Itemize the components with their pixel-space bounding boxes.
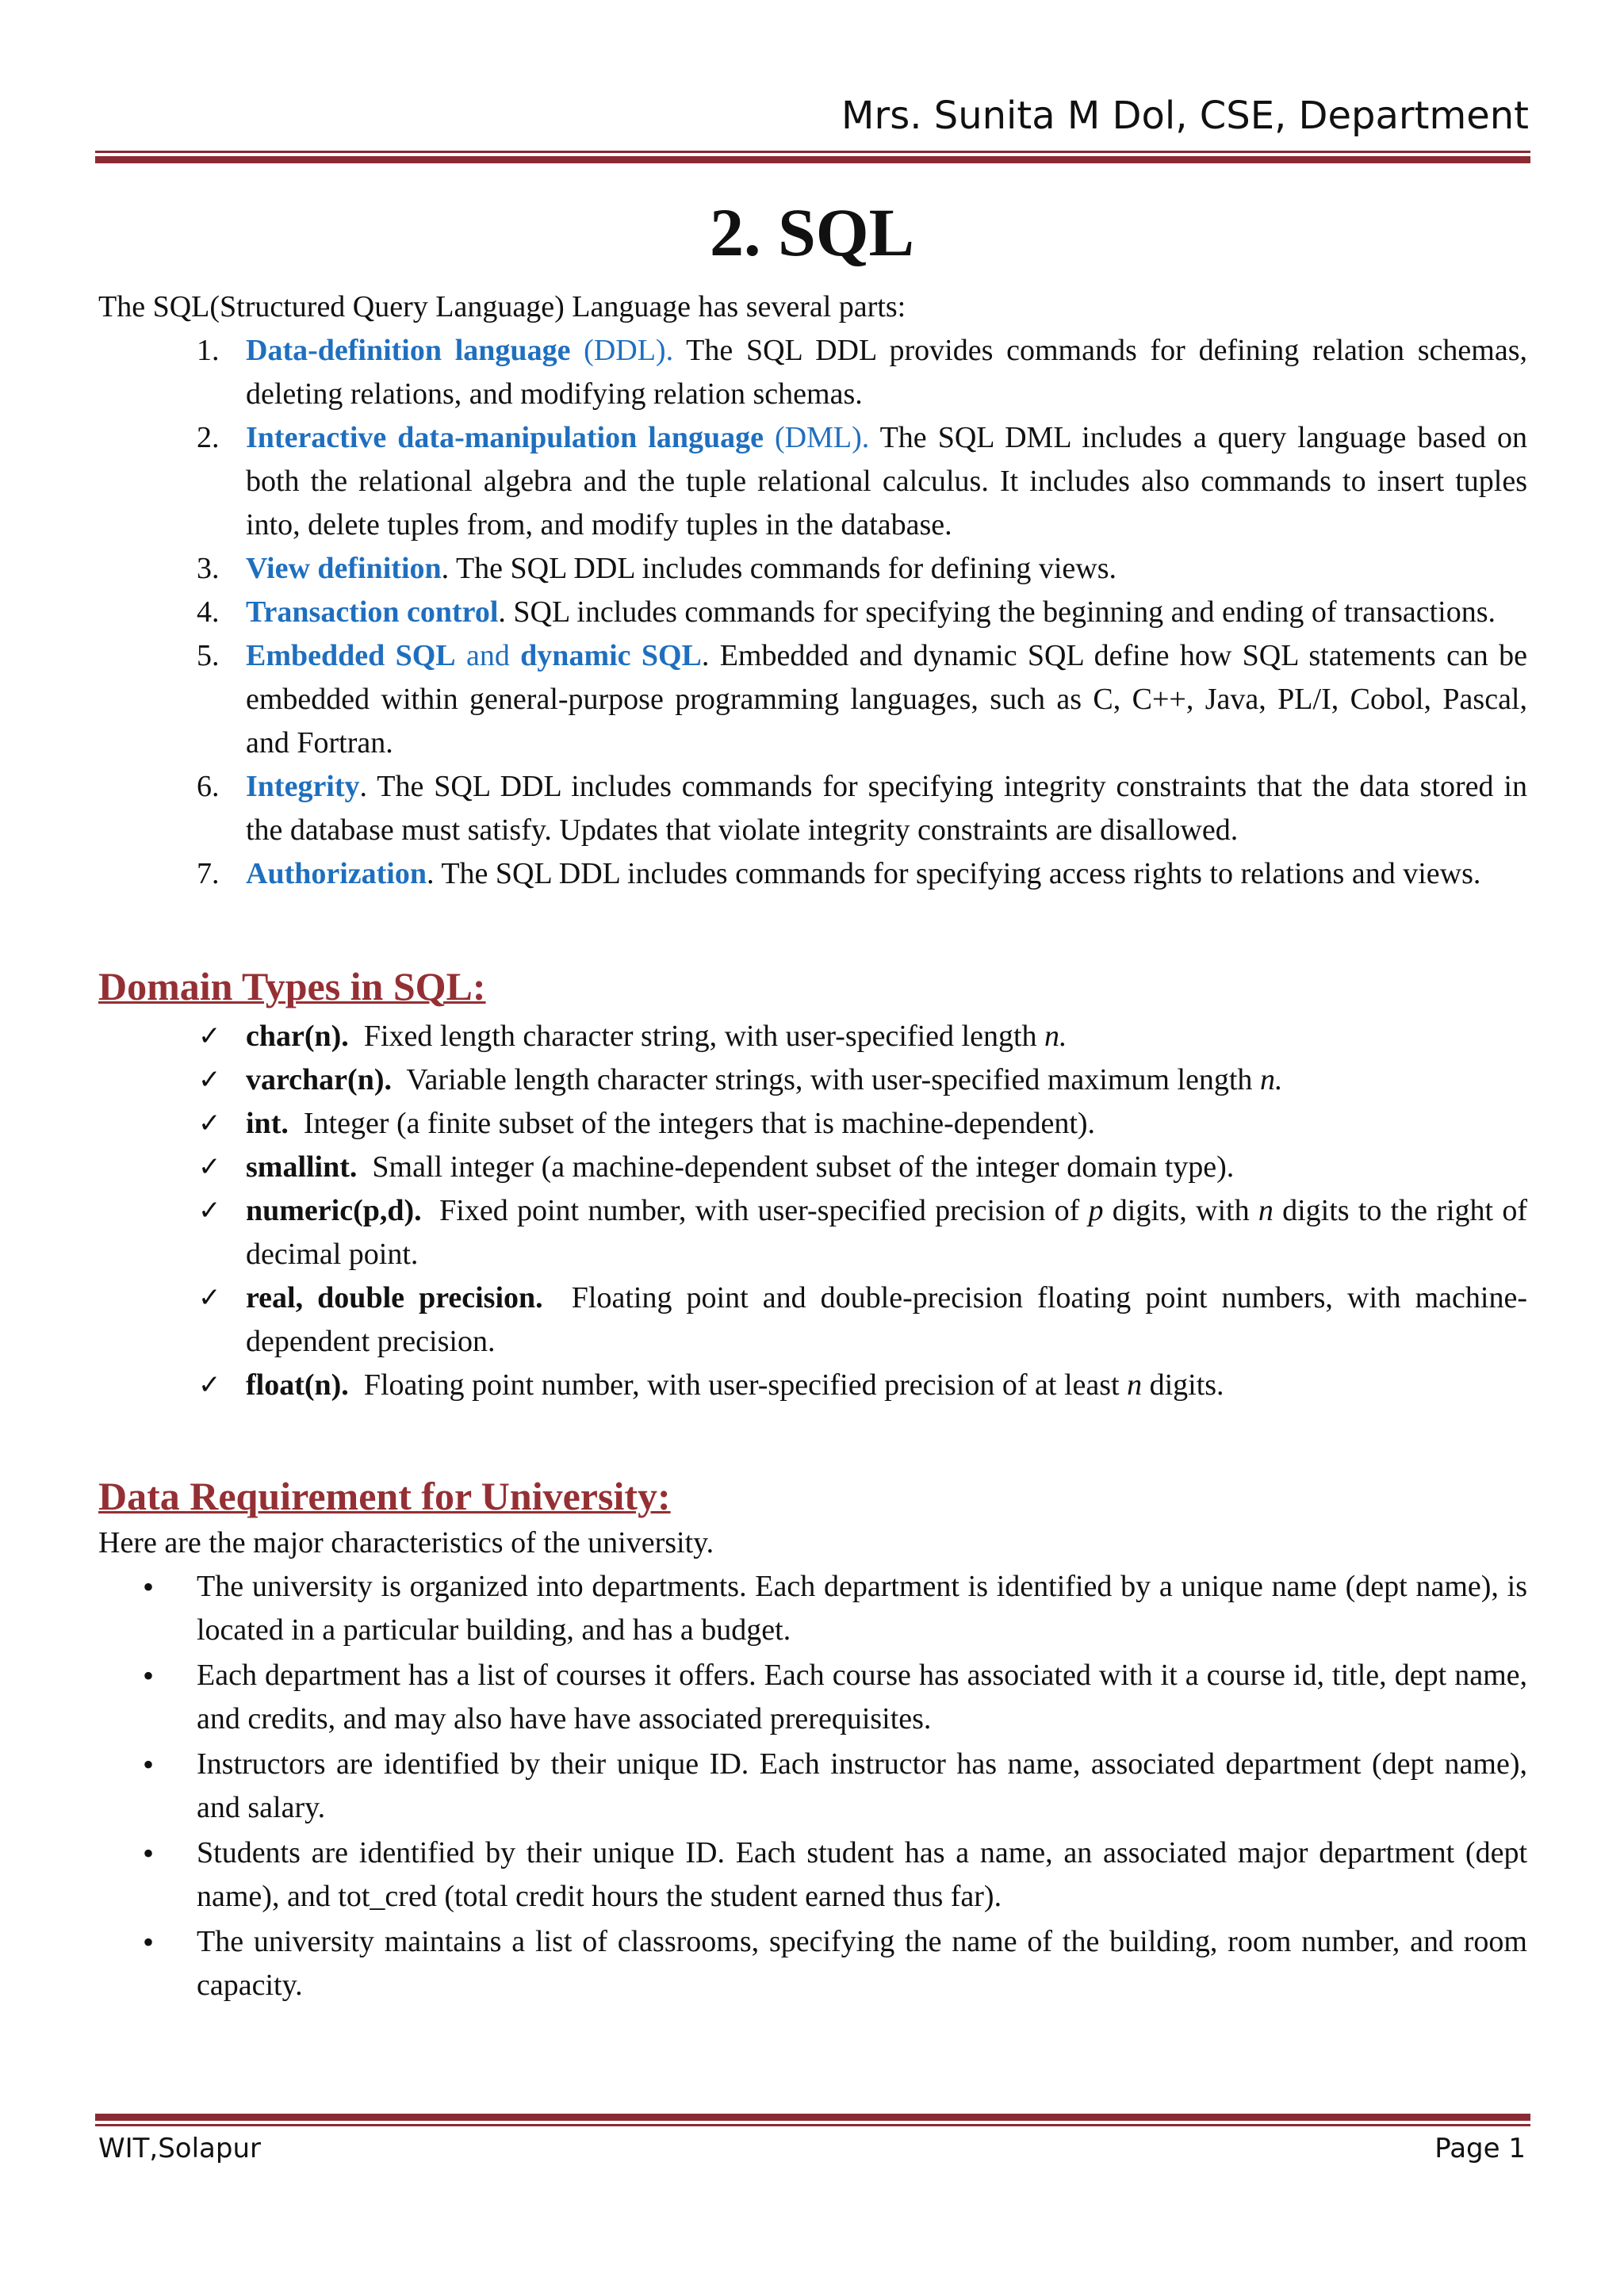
italic-var: n: [1258, 1194, 1274, 1227]
list-number: 4.: [197, 595, 220, 629]
term: float(n).: [246, 1368, 349, 1402]
list-item: [98, 1364, 1527, 1407]
keyword: Interactive data-manipulation language: [246, 421, 764, 454]
list-item: [98, 1058, 1527, 1102]
item-text: Fixed point number, with user-specified precision of: [421, 1194, 1089, 1227]
sql-parts-list: [98, 329, 1527, 896]
list-item: [98, 547, 1527, 591]
keyword: Integrity: [246, 770, 360, 803]
item-text: The SQL DDL provides commands for defining relation schemas, deleting relations, and modifying relation schemas.: [246, 334, 1527, 411]
item-text: Floating point number, with user-specified precision of at least: [348, 1368, 1128, 1402]
checkmark-icon: ✓: [198, 1020, 221, 1052]
list-number: 2.: [197, 421, 220, 454]
term: varchar(n).: [246, 1063, 392, 1096]
bullet-icon: •: [143, 1924, 155, 1960]
keyword: Transaction control: [246, 595, 499, 629]
list-number: 3.: [197, 552, 220, 585]
list-item: [98, 1015, 1527, 1058]
list-item: [98, 1565, 1527, 1652]
keyword: Embedded SQL: [246, 639, 456, 672]
bullet-icon: •: [143, 1835, 155, 1871]
bullet-icon: •: [143, 1747, 155, 1782]
list-item: [98, 1654, 1527, 1741]
keyword: Data-definition language: [246, 334, 571, 367]
item-text: Fixed length character string, with user-specified length: [348, 1020, 1045, 1053]
university-intro: Here are the major characteristics of the university.: [98, 1526, 714, 1559]
keyword: Authorization: [246, 857, 427, 890]
item-text: The university maintains a list of classrooms, specifying the name of the building, room number, and room capacity.: [197, 1925, 1527, 2002]
header-author: Mrs. Sunita M Dol, CSE, Department: [841, 94, 1529, 138]
item-text: . The SQL DDL includes commands for defining views.: [441, 552, 1116, 585]
list-item: [98, 329, 1527, 416]
item-text: Students are identified by their unique ID. Each student has a name, an associated major department (dept name), and tot_cred (total credit hours the student earned thus far).: [197, 1836, 1527, 1913]
term: int.: [246, 1107, 289, 1140]
checkmark-icon: ✓: [198, 1151, 221, 1183]
list-item: [98, 1743, 1527, 1830]
item-text: . The SQL DDL includes commands for specifying integrity constraints that the data stored in the database must satisfy. Updates that violate integrity constraints are disallowed.: [246, 770, 1527, 847]
item-text: digits to the right of decimal point.: [246, 1194, 1527, 1271]
checkmark-icon: ✓: [198, 1064, 221, 1096]
keyword: dynamic SQL: [520, 639, 702, 672]
page-title: 2. SQL: [709, 194, 915, 270]
item-text: The university is organized into departments. Each department is identified by a unique name (dept name), is located in a particular building, and has a budget.: [197, 1570, 1527, 1647]
section-heading-domain-types: Domain Types in SQL:: [98, 964, 486, 1008]
term: real, double precision.: [246, 1281, 543, 1314]
item-text: The SQL DML includes a query language based on both the relational algebra and the tuple relational calculus. It includes also commands to insert tuples into, delete tuples from, and modify tuples in the database.: [246, 421, 1527, 541]
item-text: . Embedded and dynamic SQL define how SQL statements can be embedded within general-purpose programming languages, such as C, C++, Java, PL/I, Cobol, Pascal, and Fortran.: [246, 639, 1528, 760]
list-item: [98, 634, 1527, 765]
list-number: 6.: [197, 770, 220, 803]
italic-var: n: [1127, 1368, 1143, 1402]
item-text: . SQL includes commands for specifying the beginning and ending of transactions.: [498, 595, 1496, 629]
keyword-extra: and: [455, 639, 521, 672]
item-text: .: [1274, 1063, 1283, 1096]
section-heading-university: Data Requirement for University:: [98, 1474, 671, 1518]
list-item: [98, 591, 1527, 634]
keyword-extra: (DDL).: [570, 334, 674, 367]
term: smallint.: [246, 1150, 358, 1184]
list-number: 5.: [197, 639, 220, 672]
list-item: [98, 1146, 1527, 1189]
italic-var: n: [1259, 1063, 1275, 1096]
term: char(n).: [246, 1020, 349, 1053]
term: numeric(p,d).: [246, 1194, 422, 1227]
list-item: [98, 1831, 1527, 1919]
item-text: .: [1059, 1020, 1067, 1053]
list-item: [98, 416, 1527, 547]
checkmark-icon: ✓: [198, 1369, 221, 1401]
list-item: [98, 1276, 1527, 1364]
list-number: 1.: [197, 334, 220, 367]
list-item: [98, 1920, 1527, 2007]
item-text: Floating point and double-precision floating point numbers, with machine-dependent precision.: [246, 1281, 1527, 1358]
item-text: Each department has a list of courses it offers. Each course has associated with it a course id, title, dept name, and credits, and may also have have associated prerequisites.: [197, 1659, 1527, 1735]
domain-types-list: [98, 1015, 1527, 1407]
italic-var: p: [1088, 1194, 1104, 1227]
italic-var: n: [1044, 1020, 1060, 1053]
footer-rule: [95, 2114, 1530, 2126]
footer-institution: WIT,Solapur: [98, 2133, 261, 2164]
item-text: Small integer (a machine-dependent subset of the integer domain type).: [357, 1150, 1235, 1184]
university-list: [98, 1565, 1527, 2007]
checkmark-icon: ✓: [198, 1282, 221, 1314]
checkmark-icon: ✓: [198, 1108, 221, 1139]
intro-text: The SQL(Structured Query Language) Language has several parts:: [98, 290, 906, 323]
list-number: 7.: [197, 857, 220, 890]
header-rule: [95, 151, 1530, 163]
list-item: [98, 1102, 1527, 1146]
item-text: Integer (a finite subset of the integers that is machine-dependent).: [288, 1107, 1096, 1140]
keyword-extra: (DML).: [763, 421, 870, 454]
item-text: Variable length character strings, with user-specified maximum length: [392, 1063, 1260, 1096]
item-text: . The SQL DDL includes commands for specifying access rights to relations and views.: [427, 857, 1481, 890]
keyword: View definition: [246, 552, 442, 585]
list-item: [98, 765, 1527, 852]
item-text: Instructors are identified by their unique ID. Each instructor has name, associated department (dept name), and salary.: [197, 1747, 1527, 1824]
item-text: digits, with: [1103, 1194, 1258, 1227]
footer-page-number: Page 1: [1434, 2133, 1526, 2164]
bullet-icon: •: [143, 1569, 155, 1605]
list-item: [98, 852, 1527, 896]
document-body: [98, 285, 1527, 2009]
item-text: digits.: [1142, 1368, 1224, 1402]
bullet-icon: •: [143, 1658, 155, 1693]
list-item: [98, 1189, 1527, 1276]
checkmark-icon: ✓: [198, 1195, 221, 1226]
